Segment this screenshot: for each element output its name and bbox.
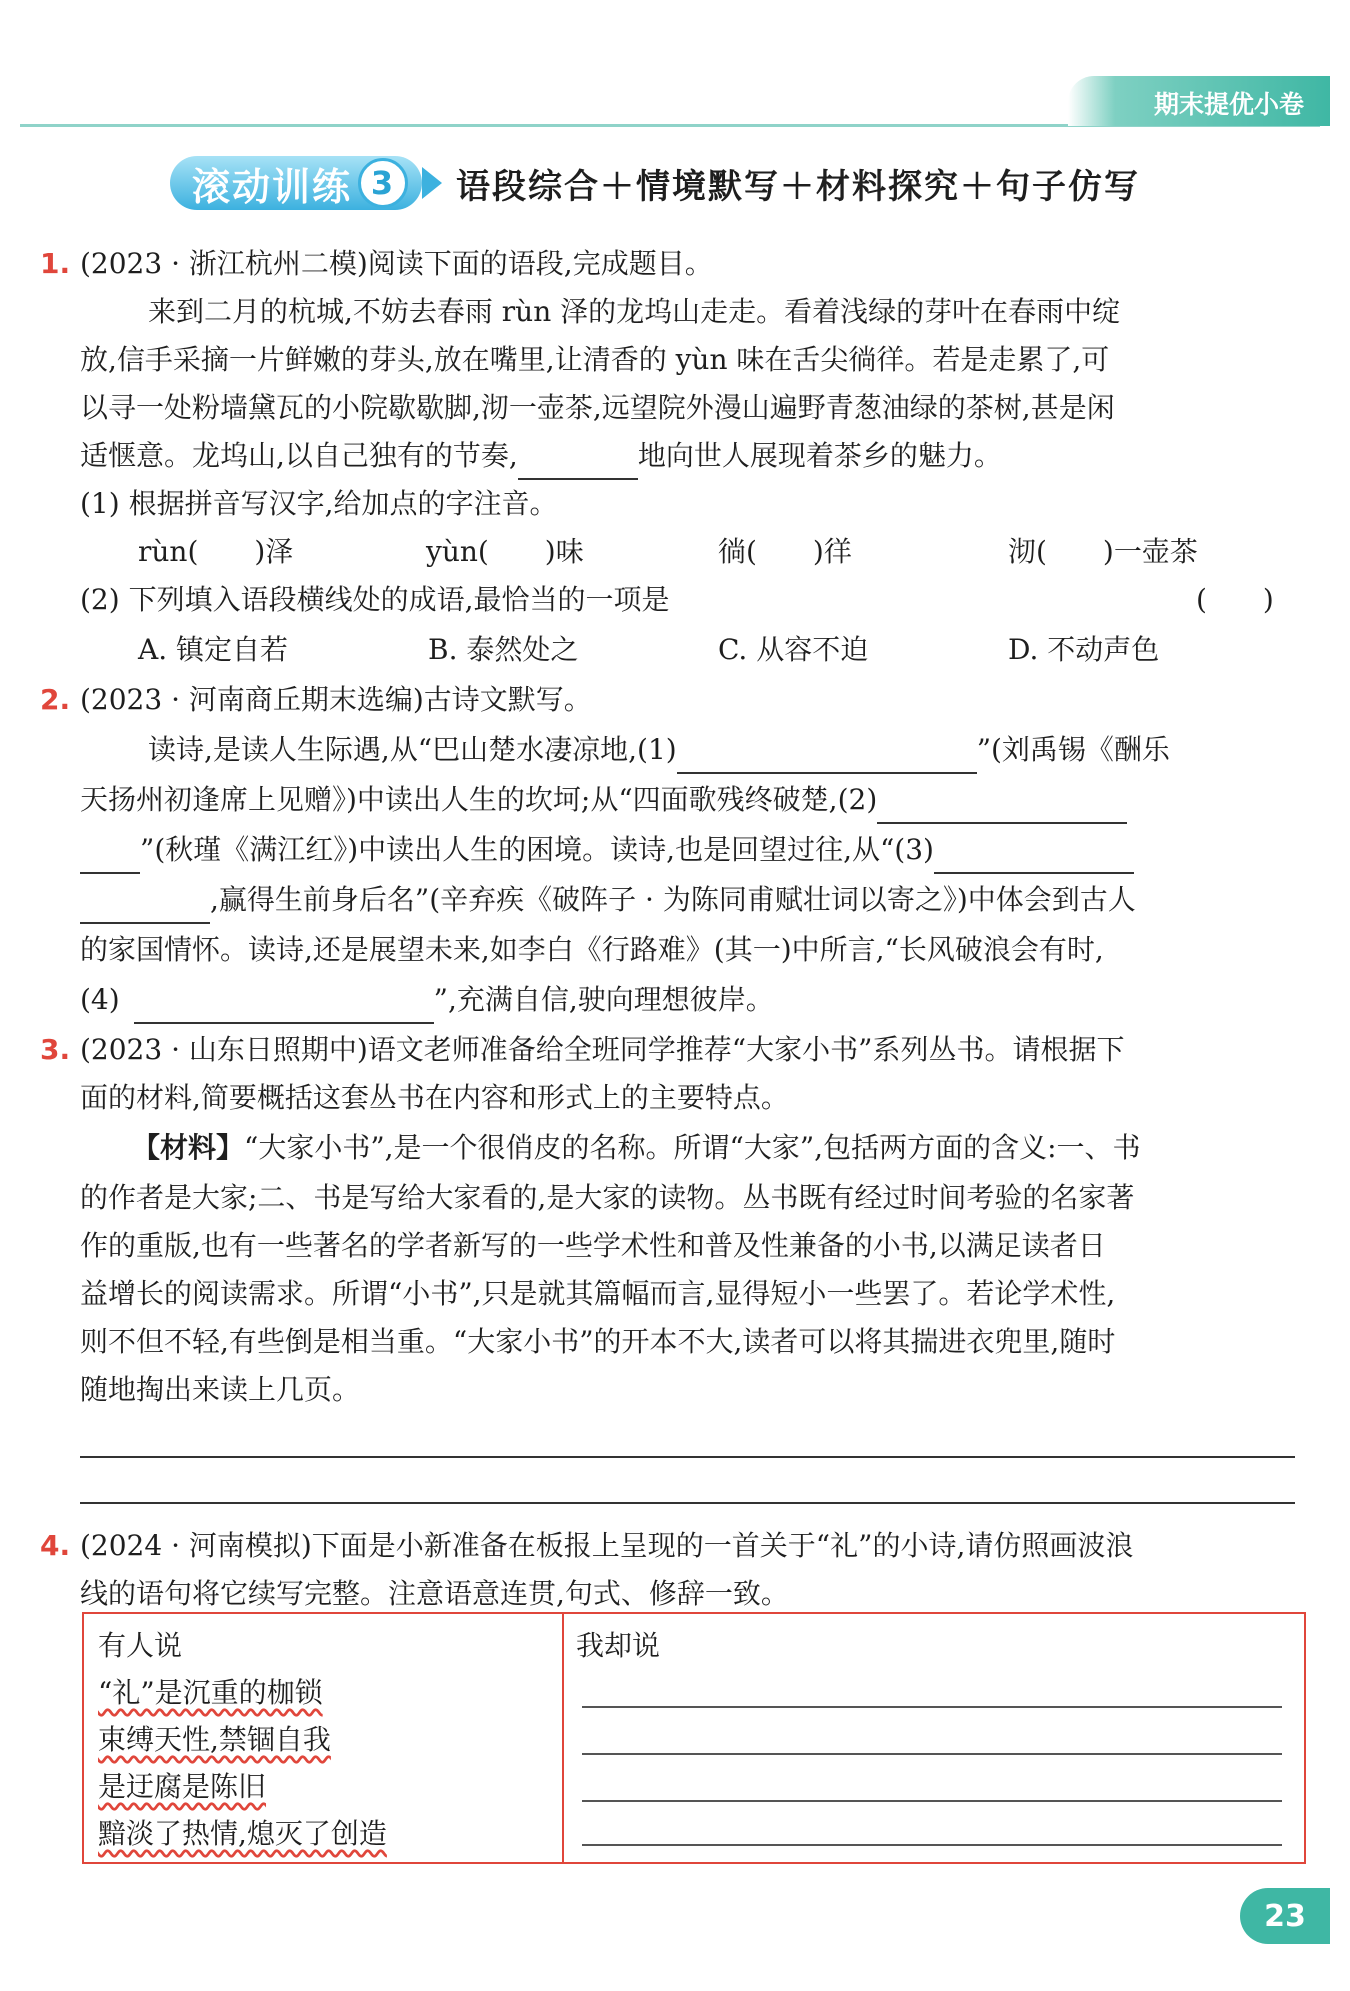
q1-answer-paren[interactable]: ( ): [1196, 583, 1274, 616]
q2-text: 读诗,是读人生际遇,从“巴山楚水凄凉地,(1): [148, 733, 677, 766]
q1-pinyin-item[interactable]: 徜( )徉: [718, 535, 852, 568]
q3-answer-line[interactable]: [80, 1456, 1295, 1458]
arrow-icon: [422, 167, 442, 199]
q1-pinyin-item[interactable]: 沏( )一壶茶: [1008, 535, 1198, 568]
q1-paragraph-line: [80, 336, 1295, 384]
q2-text: ,赢得生前身后名”(辛弃疾《破阵子 · 为陈同甫赋壮词以寄之》)中体会到古人: [210, 883, 1136, 916]
poem-line: 黯淡了热情,熄灭了创造: [98, 1817, 387, 1850]
q2-number: 2.: [40, 683, 71, 716]
q1-sub2: (2) 下列填入语段横线处的成语,最恰当的一项是: [80, 583, 670, 616]
q2-text: ”(刘禹锡《酬乐: [976, 733, 1170, 766]
q1-paragraph-text: 放,信手采摘一片鲜嫩的芽头,放在嘴里,让清香的 yùn 味在舌尖徜徉。若是走累了,可: [80, 343, 1110, 376]
q3-material-line: 随地掏出来读上几页。: [80, 1373, 361, 1406]
q3-material-text: “大家小书”,是一个很俏皮的名称。所谓“大家”,包括两方面的含义:一、书: [244, 1131, 1141, 1164]
section-badge-number: 3: [358, 158, 408, 208]
left-column-head: 有人说: [98, 1629, 183, 1662]
q2-blank-4[interactable]: [134, 988, 434, 1024]
q4-number: 4.: [40, 1529, 71, 1562]
right-column-head: 我却说: [576, 1629, 661, 1662]
q4-write-line[interactable]: [582, 1844, 1282, 1846]
q2-line: 的家国情怀。读诗,还是展望未来,如李白《行路难》(其一)中所言,“长风破浪会有时,: [80, 933, 1104, 966]
q4-write-line[interactable]: [582, 1706, 1282, 1708]
header-tab-label: 期末提优小卷: [1153, 90, 1304, 119]
q2-blank-1[interactable]: [677, 738, 977, 774]
q1-option[interactable]: A. 镇定自若: [138, 633, 289, 666]
q2-text: 天扬州初逢席上见赠》)中读出人生的坎坷;从“四面歌残终破楚,(2): [80, 783, 878, 816]
q4-prompt: 线的语句将它续写完整。注意语意连贯,句式、修辞一致。: [80, 1577, 789, 1610]
q2-line: [80, 876, 1295, 924]
q2-prompt: (2023 · 河南商丘期末选编)古诗文默写。: [80, 683, 592, 716]
q1-paragraph-line: [80, 432, 1295, 480]
q2-blank-2[interactable]: [877, 788, 1127, 824]
q2-line: [148, 726, 1296, 774]
q3-material-line: 益增长的阅读需求。所谓“小书”,只是就其篇幅而言,显得短小一些罢了。若论学术性,: [80, 1277, 1116, 1310]
poem-line: 是迂腐是陈旧: [98, 1770, 267, 1803]
q3-material-line: [132, 1124, 1296, 1172]
q1-paragraph-text: 适惬意。龙坞山,以自己独有的节奏,: [80, 439, 518, 472]
poem-line: “礼”是沉重的枷锁: [98, 1676, 323, 1709]
q4-prompt: (2024 · 河南模拟)下面是小新准备在板报上呈现的一首关于“礼”的小诗,请仿照画波浪: [80, 1529, 1134, 1562]
q2-line: [80, 976, 1295, 1024]
table-divider: [562, 1614, 564, 1862]
q3-answer-line[interactable]: [80, 1502, 1295, 1504]
q1-pinyin-item[interactable]: rùn( )泽: [138, 535, 294, 568]
section-badge: [170, 156, 422, 210]
q1-paragraph-text: 地向世人展现着茶乡的魅力。: [637, 439, 1002, 472]
section-badge-text: 滚动训练: [192, 164, 353, 209]
q4-write-line[interactable]: [582, 1753, 1282, 1755]
page-number: 23: [1240, 1888, 1330, 1944]
q2-blank-3[interactable]: [934, 838, 1134, 874]
q1-pinyin-item[interactable]: yùn( )味: [426, 535, 584, 568]
q3-material-line: 的作者是大家;二、书是写给大家看的,是大家的读物。丛书既有经过时间考验的名家著: [80, 1181, 1135, 1214]
q3-number: 3.: [40, 1033, 71, 1066]
q3-prompt: (2023 · 山东日照期中)语文老师准备给全班同学推荐“大家小书”系列丛书。请根据下: [80, 1033, 1125, 1066]
q3-material-line: 作的重版,也有一些著名的学者新写的一些学术性和普及性兼备的小书,以满足读者日: [80, 1229, 1106, 1262]
q1-option[interactable]: C. 从容不迫: [718, 633, 869, 666]
q1-idiom-blank[interactable]: [518, 444, 638, 480]
q2-line: [80, 776, 1295, 824]
q2-blank-2-cont[interactable]: [80, 838, 140, 874]
poem-table: [82, 1612, 1306, 1864]
q2-text: (4): [80, 983, 120, 1016]
q1-number: 1.: [40, 247, 71, 280]
poem-line: 束缚天性,禁锢自我: [98, 1723, 331, 1756]
q3-material-line: 则不但不轻,有些倒是相当重。“大家小书”的开本不大,读者可以将其揣进衣兜里,随时: [80, 1325, 1116, 1358]
q1-paragraph-line: 以寻一处粉墙黛瓦的小院歇歇脚,沏一壶茶,远望院外漫山遍野青葱油绿的茶树,甚是闲: [80, 391, 1115, 424]
q1-prompt: (2023 · 浙江杭州二模)阅读下面的语段,完成题目。: [80, 247, 713, 280]
q2-text: ”(秋瑾《满江红》)中读出人生的困境。读诗,也是回望过往,从“(3): [140, 833, 934, 866]
q1-sub1: (1) 根据拼音写汉字,给加点的字注音。: [80, 487, 558, 520]
q1-option[interactable]: B. 泰然处之: [428, 633, 579, 666]
q2-line: [80, 826, 1295, 874]
q2-blank-3-cont[interactable]: [80, 888, 210, 924]
q3-prompt: 面的材料,简要概括这套丛书在内容和形式上的主要特点。: [80, 1081, 789, 1114]
section-title: [170, 152, 1140, 214]
q2-text: ”,充满自信,驶向理想彼岸。: [433, 983, 774, 1016]
q1-paragraph-line: 来到二月的杭城,不妨去春雨 rùn 泽的龙坞山走走。看着浅绿的芽叶在春雨中绽: [148, 295, 1121, 328]
section-heading: 语段综合＋情境默写＋材料探究＋句子仿写: [456, 166, 1141, 207]
q3-material-label: 【材料】: [132, 1131, 245, 1164]
q1-option[interactable]: D. 不动声色: [1008, 633, 1160, 666]
header-tab: [1068, 76, 1330, 126]
q4-write-line[interactable]: [582, 1800, 1282, 1802]
